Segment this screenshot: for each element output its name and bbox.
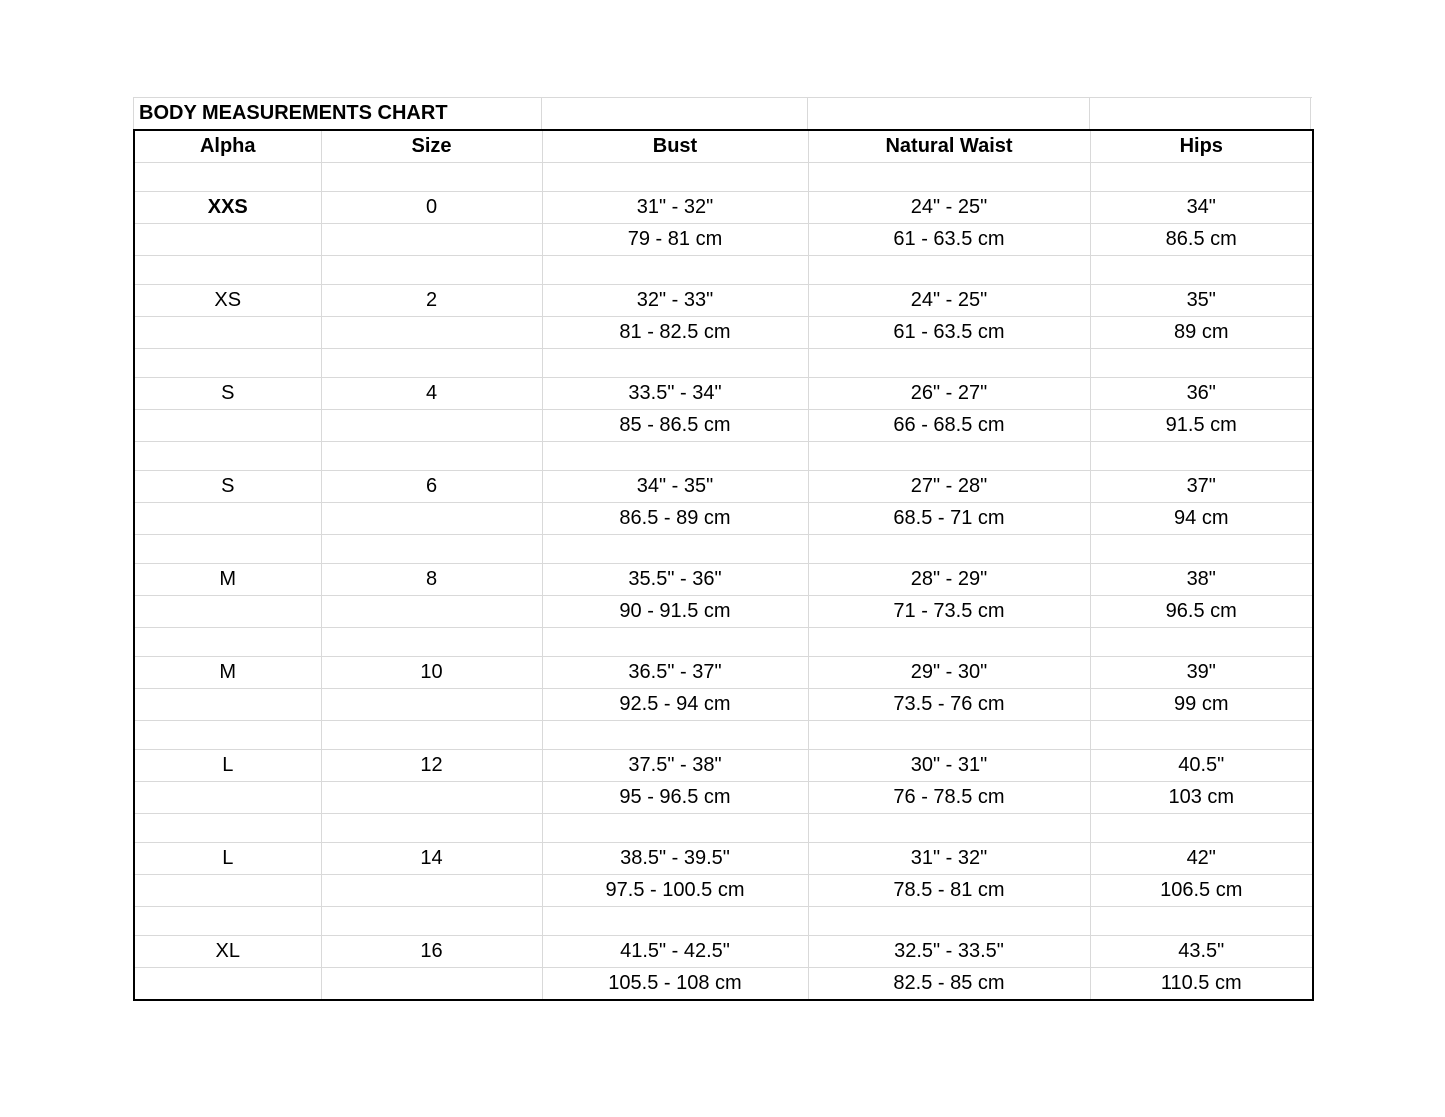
- spacer-row: [134, 814, 1313, 843]
- size-cell: 16: [321, 936, 542, 968]
- title-row: [133, 97, 1312, 129]
- empty-cell: [321, 442, 542, 471]
- hips-cm-cell: 96.5 cm: [1090, 596, 1313, 628]
- empty-cell: [541, 98, 807, 129]
- hips-inches-cell: 37": [1090, 471, 1313, 503]
- waist-inches-cell: 32.5" - 33.5": [808, 936, 1090, 968]
- waist-cm-cell: 66 - 68.5 cm: [808, 410, 1090, 442]
- empty-cell: [134, 968, 321, 1001]
- empty-cell: [1090, 628, 1313, 657]
- empty-cell: [321, 782, 542, 814]
- bust-inches-cell: 37.5" - 38": [542, 750, 808, 782]
- alpha-cell: S: [134, 471, 321, 503]
- empty-cell: [1090, 442, 1313, 471]
- size-cell: 4: [321, 378, 542, 410]
- header-bust: Bust: [542, 130, 808, 163]
- empty-cell: [134, 503, 321, 535]
- table-row: [134, 378, 1313, 410]
- waist-inches-cell: 30" - 31": [808, 750, 1090, 782]
- hips-cm-cell: 106.5 cm: [1090, 875, 1313, 907]
- hips-cm-cell: 94 cm: [1090, 503, 1313, 535]
- empty-cell: [808, 628, 1090, 657]
- hips-cm-cell: 91.5 cm: [1090, 410, 1313, 442]
- empty-cell: [134, 782, 321, 814]
- hips-inches-cell: 40.5": [1090, 750, 1313, 782]
- hips-inches-cell: 42": [1090, 843, 1313, 875]
- empty-cell: [1090, 163, 1313, 192]
- bust-inches-cell: 32" - 33": [542, 285, 808, 317]
- hips-cm-cell: 86.5 cm: [1090, 224, 1313, 256]
- empty-cell: [542, 535, 808, 564]
- waist-cm-cell: 61 - 63.5 cm: [808, 224, 1090, 256]
- hips-inches-cell: 36": [1090, 378, 1313, 410]
- empty-cell: [134, 256, 321, 285]
- hips-cm-cell: 99 cm: [1090, 689, 1313, 721]
- table-row: [134, 503, 1313, 535]
- empty-cell: [134, 349, 321, 378]
- hips-cm-cell: 89 cm: [1090, 317, 1313, 349]
- table-row: [134, 750, 1313, 782]
- empty-cell: [321, 349, 542, 378]
- bust-cm-cell: 86.5 - 89 cm: [542, 503, 808, 535]
- empty-cell: [808, 256, 1090, 285]
- empty-cell: [134, 317, 321, 349]
- table-row: [134, 782, 1313, 814]
- empty-cell: [808, 907, 1090, 936]
- spacer-row: [134, 907, 1313, 936]
- empty-cell: [321, 628, 542, 657]
- bust-cm-cell: 105.5 - 108 cm: [542, 968, 808, 1001]
- empty-cell: [542, 349, 808, 378]
- bust-inches-cell: 34" - 35": [542, 471, 808, 503]
- bust-cm-cell: 92.5 - 94 cm: [542, 689, 808, 721]
- empty-cell: [1090, 721, 1313, 750]
- waist-cm-cell: 76 - 78.5 cm: [808, 782, 1090, 814]
- alpha-cell: XS: [134, 285, 321, 317]
- empty-cell: [321, 317, 542, 349]
- waist-inches-cell: 28" - 29": [808, 564, 1090, 596]
- empty-cell: [134, 535, 321, 564]
- header-hips: Hips: [1090, 130, 1313, 163]
- empty-cell: [808, 349, 1090, 378]
- spacer-row: [134, 349, 1313, 378]
- header-alpha: Alpha: [134, 130, 321, 163]
- header-natural-waist: Natural Waist: [808, 130, 1090, 163]
- empty-cell: [134, 410, 321, 442]
- waist-inches-cell: 29" - 30": [808, 657, 1090, 689]
- header-size: Size: [321, 130, 542, 163]
- waist-inches-cell: 31" - 32": [808, 843, 1090, 875]
- empty-cell: [1090, 814, 1313, 843]
- spacer-row: [134, 721, 1313, 750]
- table-row: [134, 657, 1313, 689]
- waist-cm-cell: 78.5 - 81 cm: [808, 875, 1090, 907]
- empty-cell: [134, 628, 321, 657]
- waist-cm-cell: 61 - 63.5 cm: [808, 317, 1090, 349]
- table-row: [134, 596, 1313, 628]
- empty-cell: [134, 814, 321, 843]
- bust-cm-cell: 90 - 91.5 cm: [542, 596, 808, 628]
- waist-inches-cell: 24" - 25": [808, 192, 1090, 224]
- empty-cell: [134, 596, 321, 628]
- alpha-cell: XXS: [134, 192, 321, 224]
- size-cell: 2: [321, 285, 542, 317]
- size-cell: 10: [321, 657, 542, 689]
- bust-inches-cell: 41.5" - 42.5": [542, 936, 808, 968]
- bust-cm-cell: 81 - 82.5 cm: [542, 317, 808, 349]
- hips-inches-cell: 38": [1090, 564, 1313, 596]
- waist-cm-cell: 82.5 - 85 cm: [808, 968, 1090, 1001]
- empty-cell: [321, 535, 542, 564]
- table-row: [134, 564, 1313, 596]
- empty-cell: [321, 596, 542, 628]
- empty-cell: [321, 410, 542, 442]
- waist-inches-cell: 27" - 28": [808, 471, 1090, 503]
- table-row: [134, 410, 1313, 442]
- empty-cell: [1090, 256, 1313, 285]
- bust-cm-cell: 95 - 96.5 cm: [542, 782, 808, 814]
- size-cell: 14: [321, 843, 542, 875]
- bust-inches-cell: 35.5" - 36": [542, 564, 808, 596]
- waist-inches-cell: 24" - 25": [808, 285, 1090, 317]
- hips-inches-cell: 35": [1090, 285, 1313, 317]
- table-row: [134, 968, 1313, 1001]
- hips-cm-cell: 103 cm: [1090, 782, 1313, 814]
- size-cell: 6: [321, 471, 542, 503]
- empty-cell: [808, 721, 1090, 750]
- hips-cm-cell: 110.5 cm: [1090, 968, 1313, 1001]
- empty-cell: [1090, 535, 1313, 564]
- bust-inches-cell: 36.5" - 37": [542, 657, 808, 689]
- waist-cm-cell: 71 - 73.5 cm: [808, 596, 1090, 628]
- alpha-cell: S: [134, 378, 321, 410]
- empty-cell: [321, 814, 542, 843]
- empty-cell: [134, 163, 321, 192]
- bust-cm-cell: 85 - 86.5 cm: [542, 410, 808, 442]
- empty-cell: [542, 814, 808, 843]
- empty-cell: [134, 875, 321, 907]
- bust-inches-cell: 38.5" - 39.5": [542, 843, 808, 875]
- size-cell: 8: [321, 564, 542, 596]
- empty-cell: [321, 907, 542, 936]
- hips-inches-cell: 43.5": [1090, 936, 1313, 968]
- alpha-cell: L: [134, 843, 321, 875]
- empty-cell: [542, 907, 808, 936]
- table-row: [134, 875, 1313, 907]
- alpha-cell: L: [134, 750, 321, 782]
- spacer-row: [134, 163, 1313, 192]
- empty-cell: [134, 442, 321, 471]
- header-row: [134, 130, 1313, 163]
- table-row: [134, 317, 1313, 349]
- waist-cm-cell: 73.5 - 76 cm: [808, 689, 1090, 721]
- empty-cell: [807, 98, 1089, 129]
- bust-cm-cell: 79 - 81 cm: [542, 224, 808, 256]
- empty-cell: [1089, 98, 1311, 129]
- empty-cell: [542, 163, 808, 192]
- table-row: [134, 192, 1313, 224]
- hips-inches-cell: 39": [1090, 657, 1313, 689]
- alpha-cell: M: [134, 564, 321, 596]
- spacer-row: [134, 535, 1313, 564]
- empty-cell: [542, 256, 808, 285]
- table-row: [134, 689, 1313, 721]
- table-row: [134, 936, 1313, 968]
- empty-cell: [808, 535, 1090, 564]
- empty-cell: [542, 628, 808, 657]
- table-row: [134, 471, 1313, 503]
- empty-cell: [542, 442, 808, 471]
- bust-inches-cell: 31" - 32": [542, 192, 808, 224]
- empty-cell: [134, 689, 321, 721]
- empty-cell: [321, 689, 542, 721]
- table-row: [134, 224, 1313, 256]
- empty-cell: [808, 163, 1090, 192]
- empty-cell: [321, 163, 542, 192]
- empty-cell: [134, 907, 321, 936]
- size-cell: 12: [321, 750, 542, 782]
- empty-cell: [134, 224, 321, 256]
- empty-cell: [321, 968, 542, 1001]
- empty-cell: [542, 721, 808, 750]
- measurements-sheet: [133, 97, 1312, 1001]
- measurements-table: [133, 129, 1314, 1001]
- hips-inches-cell: 34": [1090, 192, 1313, 224]
- table-row: [134, 285, 1313, 317]
- empty-cell: [321, 224, 542, 256]
- bust-cm-cell: 97.5 - 100.5 cm: [542, 875, 808, 907]
- empty-cell: [808, 814, 1090, 843]
- empty-cell: [1090, 349, 1313, 378]
- empty-cell: [134, 721, 321, 750]
- alpha-cell: XL: [134, 936, 321, 968]
- empty-cell: [321, 503, 542, 535]
- empty-cell: [321, 721, 542, 750]
- size-cell: 0: [321, 192, 542, 224]
- spacer-row: [134, 442, 1313, 471]
- table-body: [134, 163, 1313, 1001]
- chart-title: BODY MEASUREMENTS CHART: [133, 98, 541, 129]
- empty-cell: [321, 256, 542, 285]
- empty-cell: [321, 875, 542, 907]
- empty-cell: [1090, 907, 1313, 936]
- table-row: [134, 843, 1313, 875]
- waist-cm-cell: 68.5 - 71 cm: [808, 503, 1090, 535]
- waist-inches-cell: 26" - 27": [808, 378, 1090, 410]
- spacer-row: [134, 256, 1313, 285]
- spacer-row: [134, 628, 1313, 657]
- empty-cell: [808, 442, 1090, 471]
- bust-inches-cell: 33.5" - 34": [542, 378, 808, 410]
- alpha-cell: M: [134, 657, 321, 689]
